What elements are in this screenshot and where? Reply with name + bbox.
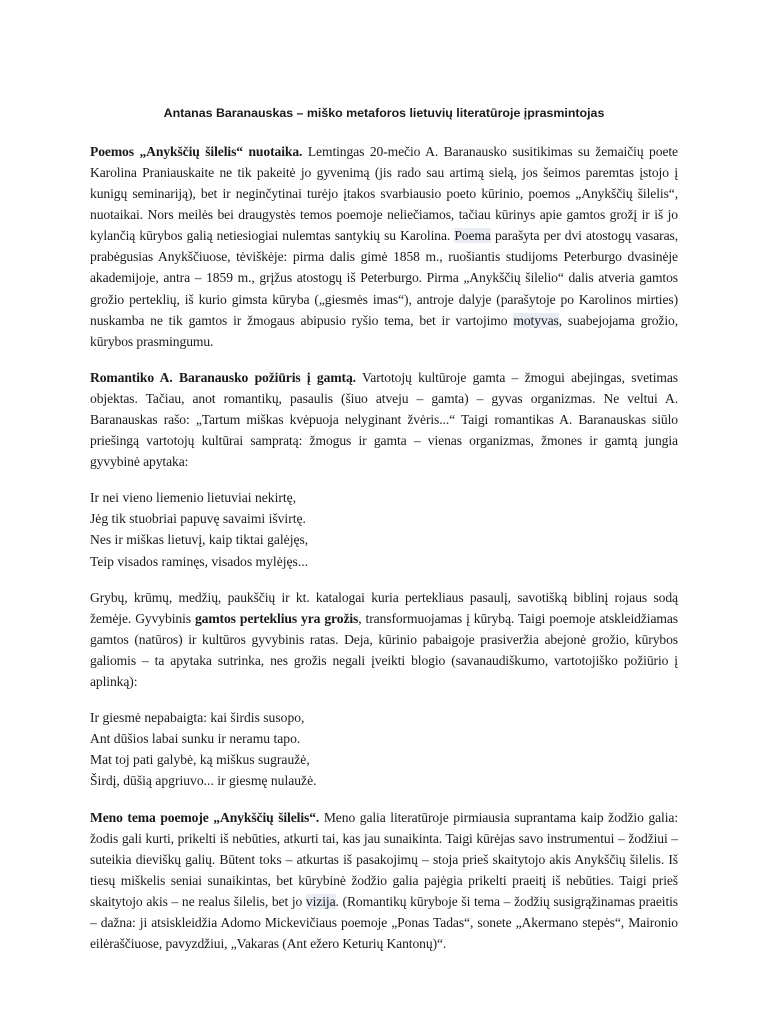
verse-line: Jėg tik stuobriai papuvę savaimi išvirtę. (90, 511, 306, 527)
paragraph-text: Vartotojų kultūroje gamta – žmogui abejingas, svetimas objektas. Tačiau, anot romantikų, pasaulis (šiuo atveju – gamta) – gyvas organizmas. Ne veltui A. Baranauskas rašo: „Tartum miškas kvėpuoja nelyginant žvėris...“ Taigi romantikas A. Baranauskas siūlo priešingą vartotojų kultūrai sampratą: žmogus ir gamta – vienas organizmas, žmones ir gamtą jungia gyvybinė apytaka: (90, 369, 678, 470)
verse-line: Ant dūšios labai sunku ir neramu tapo. (90, 731, 301, 747)
paragraph-art-theme (90, 807, 678, 955)
highlighted-word: motyvas (513, 312, 559, 328)
paragraph-text: Meno galia literatūroje pirmiausia suprantama kaip žodžio galia: žodis gali kurti, prikelti iš nebūties, atkurti tai, kas jau sunaikinta. Taigi kūrėjas savo instrumentui – žodžiui – suteikia dieviškų galių. Būtent toks – atkurtas iš pasakojimų – stoja prieš skaitytojo akis Anykščių šilelis. Iš tiesų miškelis seniai sunaikintas, bet kūrybinė žodžio galia pajėgia prikelti praeitį iš nebūties. Taigi prieš skaitytojo akis – ne realus šilelis, bet jo (90, 809, 679, 909)
paragraph-heading: Poemos „Anykščių šilelis“ nuotaika. (90, 143, 303, 159)
paragraph-text: , suabejojama grožio, kūrybos prasmingumu. (90, 312, 679, 349)
verse-quote-1 (90, 487, 678, 571)
verse-line: Nes ir miškas lietuvį, kaip tiktai galėjęs, (90, 532, 309, 548)
verse-line: Teip visados raminęs, visados mylėjęs... (90, 553, 309, 569)
verse-line: Mat toj pati galybė, ką miškus sugraužė, (90, 752, 310, 768)
verse-quote-2 (90, 707, 678, 791)
paragraph-nature-view (90, 367, 678, 472)
highlighted-word: Poema (454, 228, 491, 244)
bold-phrase: gamtos perteklius yra grožis (194, 610, 359, 626)
paragraph-text: Lemtingas 20-mečio A. Baranausko susitikimas su žemaičių poete Karolina Praniauskaite ne tik pakeitė jo gyvenimą (jis rado sau artimą sielą, jos šeimos paremtas įstojo į kunigų seminariją), bet ir neginčytinai turėjo įtakos svarbiausio poeto kūrinio, poemos „Anykščių šilelis“, nuotaikai. Nors meilės bei draugystės temos poemoje neliečiamos, tačiau kūrinys apie gamtos grožį ir iš jo kylančią kūrybos galią netiesiogiai nulemtas santykių su Karolina. (90, 143, 678, 244)
highlighted-word: vizija (305, 893, 336, 909)
verse-line: Ir giesmė nepabaigta: kai širdis susopo, (90, 710, 305, 726)
paragraph-abundance (90, 587, 678, 692)
paragraph-heading: Meno tema poemoje „Anykščių šilelis“. (90, 809, 320, 825)
verse-line: Ir nei vieno liemenio lietuviai nekirtę, (90, 490, 297, 506)
verse-line: Širdį, dūšią apgriuvo... ir giesmę nulaužė. (90, 773, 317, 789)
document-title: Antanas Baranauskas – miško metaforos lietuvių literatūroje įprasmintojas (163, 106, 605, 120)
paragraph-text: , transformuojamas į kūrybą. Taigi poemoje atskleidžiamas gamtos (natūros) ir kultūros gyvybinis ratas. Deja, kūrinio pabaigoje prasiveržia abejonė grožio, kūrybos galiomis – ta apytaka sutrinka, nes grožis negali įveikti blogio (savanaudiškumo, vartotojiško požiūrio į aplinką): (90, 610, 678, 690)
paragraph-mood (90, 141, 678, 352)
paragraph-text: . (Romantikų kūryboje ši tema – žodžių susigrąžinamas praeitis – dažna: ji atsiskleidžia Adomo Mickevičiaus poemoje „Ponas Tadas“, sonete „Akermano stepės“, Maironio eilėraščiuose, pavyzdžiui, „Vakaras (Ant ežero Keturių Kantonų)“. (90, 893, 678, 952)
paragraph-heading: Romantiko A. Baranausko požiūris į gamtą. (90, 369, 356, 385)
paragraph-text: Grybų, krūmų, medžių, paukščių ir kt. katalogai kuria pertekliaus pasaulį, savotišką biblinį rojaus sodą žemėje. Gyvybinis (90, 589, 678, 626)
paragraph-text: parašyta per dvi atostogų vasaras, prabėgusias Anykščiuose, tėviškėje: pirma dalis gimė 1858 m., ruošiantis studijoms Peterburgo dvasinėje akademijoje, antra – 1859 m., grįžus atostogų iš Peterburgo. Pirma „Anykščių šilelio“ dalis atveria gamtos grožio perteklių, iš kurio gimsta kūryba („giesmės imas“), antroje dalyje (parašytoje po Karolinos mirties) nuskamba ne tik gamtos ir žmogaus abipusio ryšio tema, bet ir vartojimo (90, 228, 678, 328)
